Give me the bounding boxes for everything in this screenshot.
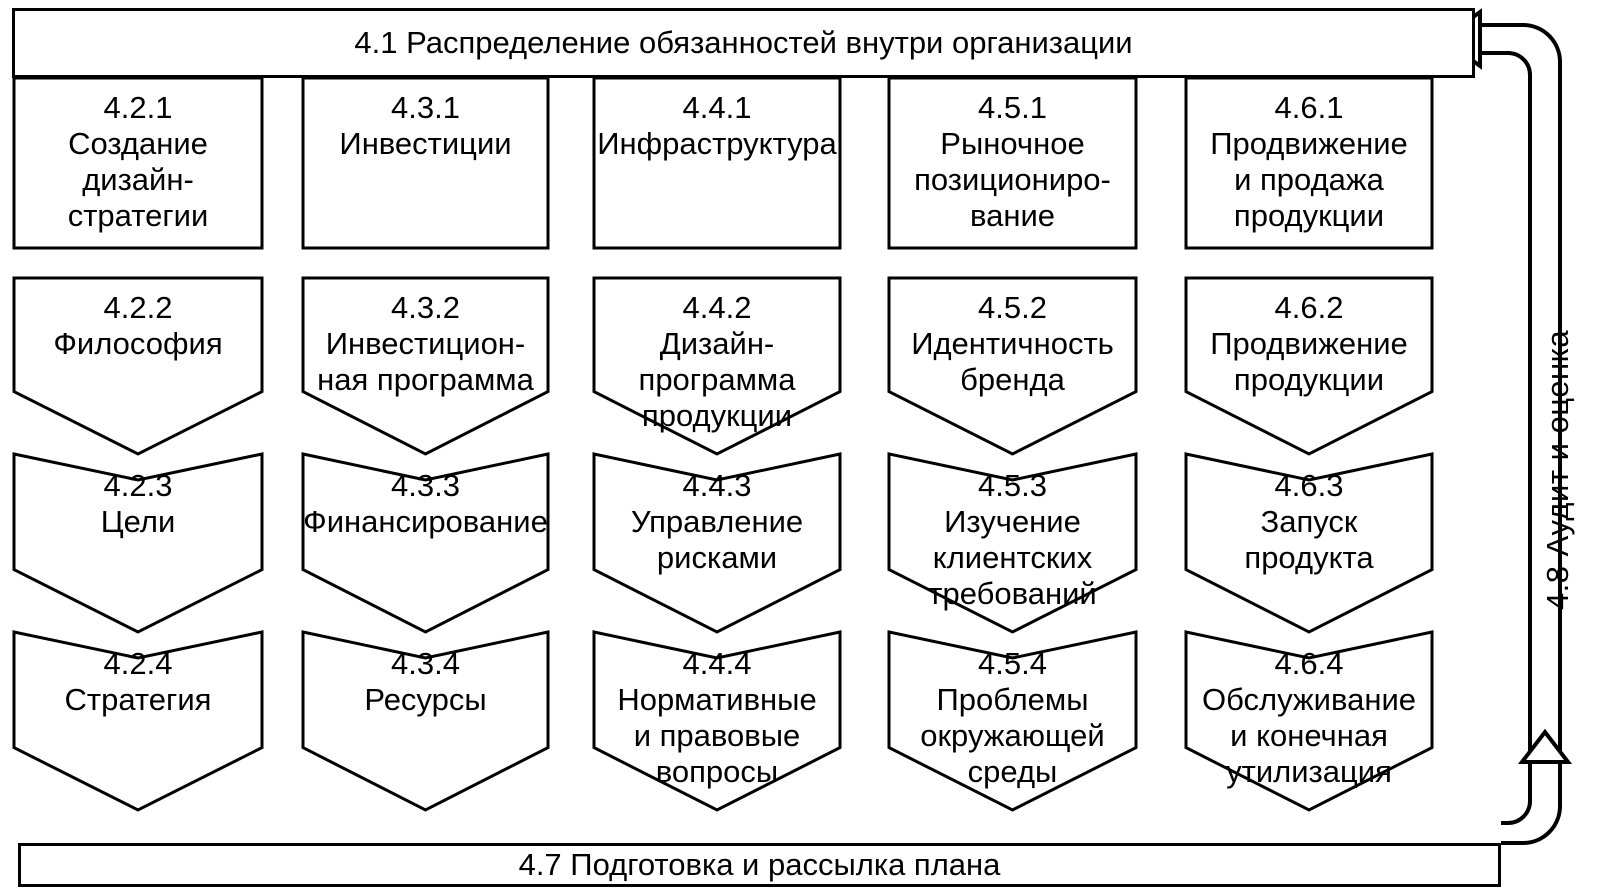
process-box-text xyxy=(594,646,840,790)
process-number: 4.5.1 xyxy=(978,90,1047,125)
process-title: Продвижение продукции xyxy=(1210,326,1408,397)
process-title: Обслуживание и конечная утилизация xyxy=(1201,682,1417,789)
process-box-text xyxy=(1186,468,1432,576)
process-title: Инвестицион- ная программа xyxy=(317,326,534,397)
process-box-text xyxy=(889,290,1136,398)
process-number: 4.5.2 xyxy=(978,290,1047,325)
process-title: Проблемы окружающей среды xyxy=(920,682,1105,789)
process-box-text xyxy=(1186,290,1432,398)
process-box-text xyxy=(14,290,262,362)
process-number: 4.2.1 xyxy=(103,90,173,125)
process-title: Управление рисками xyxy=(630,504,804,575)
process-box-text xyxy=(14,90,262,234)
process-title: Философия xyxy=(53,326,223,361)
process-number: 4.3.2 xyxy=(391,290,460,325)
process-box-text xyxy=(1186,90,1432,234)
process-box-text xyxy=(889,646,1136,790)
process-title: Продвижение и продажа продукции xyxy=(1210,126,1408,233)
process-title: Инфраструктура xyxy=(597,126,837,161)
process-number: 4.4.4 xyxy=(682,646,752,681)
footer-bar-label: 4.7 Подготовка и рассылка плана xyxy=(518,847,1001,882)
feedback-loop-arrow-inner xyxy=(1480,53,1530,823)
process-title: Инвестиции xyxy=(339,126,512,161)
process-number: 4.4.3 xyxy=(682,468,752,503)
process-number: 4.2.2 xyxy=(103,290,173,325)
side-arrow-label: 4.8 Аудит и оценка xyxy=(1540,329,1575,611)
process-box-text xyxy=(14,646,262,718)
process-number: 4.6.2 xyxy=(1274,290,1344,325)
process-title: Стратегия xyxy=(64,682,212,717)
footer-bar xyxy=(18,843,1501,887)
process-box-text xyxy=(889,468,1136,612)
process-number: 4.3.1 xyxy=(391,90,460,125)
process-box-text xyxy=(1186,646,1432,790)
process-number: 4.6.1 xyxy=(1274,90,1344,125)
process-number: 4.4.1 xyxy=(682,90,752,125)
process-number: 4.6.4 xyxy=(1274,646,1344,681)
process-number: 4.3.3 xyxy=(391,468,460,503)
process-title: Изучение клиентских требований xyxy=(928,504,1097,611)
process-number: 4.5.4 xyxy=(978,646,1047,681)
process-title: Запуск продукта xyxy=(1244,504,1374,575)
process-box-text xyxy=(594,290,840,434)
process-title: Ресурсы xyxy=(364,682,487,717)
process-title: Финансирование xyxy=(303,504,548,539)
process-title: Идентичность бренда xyxy=(911,326,1114,397)
process-number: 4.6.3 xyxy=(1274,468,1344,503)
header-bar-label: 4.1 Распределение обязанностей внутри организации xyxy=(354,25,1133,60)
process-box-text xyxy=(594,468,840,576)
process-box-text xyxy=(303,90,548,162)
process-number: 4.4.2 xyxy=(682,290,752,325)
process-box-text xyxy=(303,290,548,398)
process-number: 4.5.3 xyxy=(978,468,1047,503)
process-number: 4.3.4 xyxy=(391,646,460,681)
process-title: Рыночное позициониро- вание xyxy=(914,126,1111,233)
process-box-text xyxy=(594,90,840,162)
process-box-text xyxy=(303,646,548,718)
process-title: Создание дизайн- стратегии xyxy=(67,126,209,233)
process-box-text xyxy=(14,468,262,540)
process-box-text xyxy=(303,468,548,540)
process-title: Нормативные и правовые вопросы xyxy=(617,682,817,789)
process-title: Цели xyxy=(100,504,176,539)
process-box-text xyxy=(889,90,1136,234)
process-number: 4.2.4 xyxy=(103,646,173,681)
process-number: 4.2.3 xyxy=(103,468,173,503)
process-title: Дизайн- программа продукции xyxy=(638,326,796,433)
header-bar xyxy=(12,8,1475,78)
